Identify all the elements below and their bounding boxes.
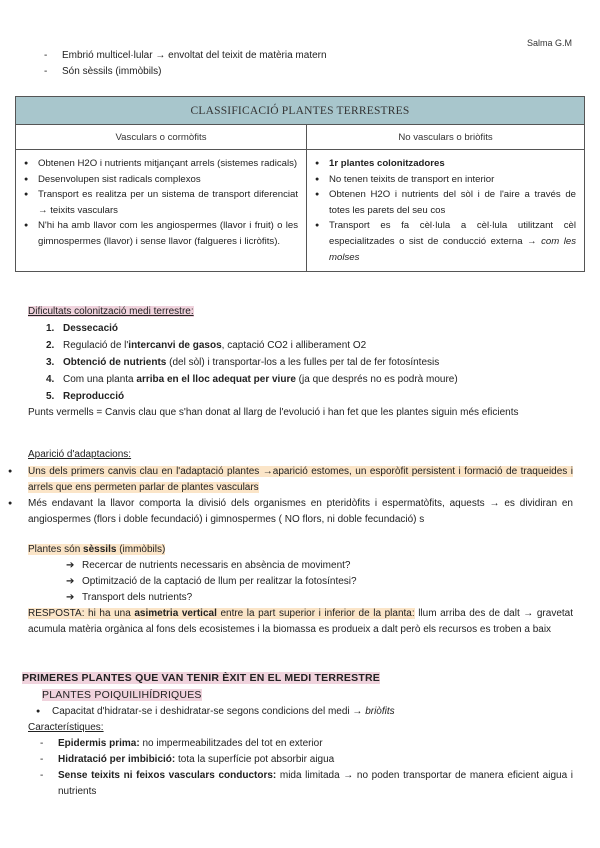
item-number: 4. <box>46 374 55 385</box>
question-text: Transport dels nutrients? <box>82 592 193 603</box>
list-item: ➔ Transport dels nutrients? <box>66 592 193 603</box>
item-number: 2. <box>46 340 55 351</box>
text: (del sòl) i transportar-los a les fulles per tal de fer fotosíntesis <box>166 357 440 368</box>
text: (ja que després no es podrà moure) <box>295 374 458 385</box>
characteristics-heading: Característiques: <box>28 722 104 733</box>
bold-text: Obtenció de nutrients <box>63 357 167 368</box>
text: Capacitat d'hidratar-se i deshidratar-se segons condicions del medi → <box>52 706 366 717</box>
list-item: ● Desenvolupen sist radicals complexos <box>22 172 298 188</box>
characteristics-list <box>22 736 573 800</box>
text: no impermeabilitzades del tot en exterior <box>139 738 323 749</box>
vascular-cell <box>16 150 307 272</box>
list-item: - Són sèssils (immòbils) <box>44 66 162 77</box>
list-item <box>46 320 573 337</box>
bold-text: Reproducció <box>63 391 125 402</box>
list-item: ● Més endavant la llavor comporta la divisió dels organismes en pteridòfits i espermatòfits, aquests → es dividiran en angiospermes (flors i doble fecundació) i gimnospermes ( NO flors, ni doble fecundació) s <box>8 498 573 525</box>
item-number: 3. <box>46 357 55 368</box>
italic-text: com les molses <box>329 235 576 263</box>
nonvascular-cell <box>307 150 585 272</box>
author-name: Salma G.M <box>526 38 572 48</box>
italic-text: briòfits <box>365 706 395 717</box>
list-item <box>46 371 573 388</box>
list-item: - Hidratació per imbibició: tota la superfície pot absorbir aigua <box>40 754 335 765</box>
sessile-section <box>28 542 573 638</box>
text: , captació CO2 i alliberament O2 <box>221 340 367 351</box>
difficulties-heading: Dificultats colonització medi terrestre: <box>28 306 194 317</box>
column-header-nonvascular: No vasculars o briòfits <box>307 125 585 150</box>
questions-list <box>28 558 573 606</box>
list-item: ➔ Recercar de nutrients necessaris en absència de moviment? <box>66 560 351 571</box>
bold-text: intercanvi de gasos <box>128 340 222 351</box>
question-text: Optimització de la captació de llum per realitzar la fotosíntesi? <box>82 576 357 587</box>
answer-highlight: RESPOSTA: hi ha una asimetria vertical entre la part superior i inferior de la planta: <box>28 608 415 619</box>
bold-text: Dessecació <box>63 323 119 334</box>
list-item: ● Transport es realitza per un sistema de transport diferenciat → teixits vasculars <box>22 187 298 218</box>
list-item <box>46 388 573 405</box>
intro-text: Són sèssils (immòbils) <box>62 66 162 77</box>
intro-text: Embrió multicel·lular → envoltat del teixit de matèria matern <box>62 50 327 61</box>
text: mida limitada → no poden transportar de manera eficient aigua i nutrients <box>58 770 573 797</box>
list-item: ● Obtenen H2O i nutrients mitjançant arrels (sistemes radicals) <box>22 156 298 172</box>
column-header-vascular: Vasculars o cormòfits <box>16 125 307 150</box>
table-title: CLASSIFICACIÓ PLANTES TERRESTRES <box>16 97 585 125</box>
text: Regulació de l' <box>63 340 129 351</box>
adaptations-heading: Aparició d'adaptacions: <box>28 449 132 460</box>
list-item: ● Uns dels primers canvis clau en l'adaptació plantes →aparició estomes, un esporòfit persistent i formació de traqueides i arrels que ens permeten parlar de plantes vasculars <box>8 466 573 493</box>
bold-text: Sense teixits ni feixos vasculars conductors: <box>58 770 277 781</box>
list-item: ● Capacitat d'hidratar-se i deshidratar-se segons condicions del medi → briòfits <box>36 706 395 717</box>
intro-list <box>44 48 564 80</box>
text: Transport es fa cèl·lula a cèl·lula utilitzant cèl especialitzades o sist de conducció externa → <box>329 220 576 247</box>
list-item: - Sense teixits ni feixos vasculars conductors: mida limitada → no poden transportar de manera eficient aigua i nutrients <box>40 770 573 797</box>
answer-paragraph <box>28 606 573 638</box>
adaptation-text: Més endavant la llavor comporta la divisió dels organismes en pteridòfits i espermatòfits, aquests → es dividiran en angiospermes (flors i doble fecundació) i gimnospermes ( NO flors, ni doble fecundació) s <box>28 498 573 525</box>
item-number: 5. <box>46 391 55 402</box>
list-item: - Embrió multicel·lular → envoltat del teixit de matèria matern <box>44 50 327 61</box>
bold-text: arriba en el lloc adequat per viure <box>136 374 296 385</box>
difficulties-section <box>28 304 573 421</box>
sessile-heading: Plantes són sèssils (immòbils) <box>28 544 166 555</box>
bold-text: Epidermis prima: <box>58 738 140 749</box>
text: Com una planta <box>63 374 137 385</box>
list-item: - Epidermis prima: no impermeabilitzades del tot en exterior <box>40 738 323 749</box>
list-item: ● No tenen teixits de transport en interior <box>313 172 576 188</box>
list-item: ● N'hi ha amb llavor com les angiospermes (llavor i fruit) o les gimnospermes (llavor) i sense llavor (falgueres i licròfits). <box>22 218 298 249</box>
adaptation-text: Uns dels primers canvis clau en l'adaptació plantes →aparició estomes, un esporòfit persistent i formació de traqueides i arrels que ens permeten parlar de plantes vasculars <box>28 466 573 493</box>
item-number: 1. <box>46 323 55 334</box>
first-plants-section <box>22 670 573 800</box>
list-item: ● Obtenen H2O i nutrients del sòl i de l'aire a través de totes les parets del seu cos <box>313 187 576 218</box>
list-item <box>313 156 576 172</box>
list-item <box>313 218 576 265</box>
list-item: ➔ Optimització de la captació de llum per realitzar la fotosíntesi? <box>66 576 357 587</box>
section-title: PRIMERES PLANTES QUE VAN TENIR ÈXIT EN EL MEDI TERRESTRE <box>22 672 380 684</box>
bold-text: Hidratació per imbibició: <box>58 754 176 765</box>
difficulties-list <box>46 320 573 405</box>
list-item <box>46 354 573 371</box>
text: tota la superfície pot absorbir aigua <box>175 754 335 765</box>
bold-text: 1r plantes colonitzadores <box>329 158 445 169</box>
question-text: Recercar de nutrients necessaris en absència de moviment? <box>82 560 351 571</box>
list-item <box>46 337 573 354</box>
classification-table <box>15 96 585 272</box>
answer-text: llum arriba des de dalt → gravetat acumula matèria orgànica al fons dels ecosistemes i la biomassa es produeix a dalt però els recursos es troben a baix <box>28 608 574 635</box>
section-subtitle: PLANTES POIQUILIHÍDRIQUES <box>42 689 202 701</box>
adaptations-section <box>8 447 573 528</box>
difficulties-note: Punts vermells = Canvis clau que s'han donat al llarg de l'evolució i han fet que les plantes siguin més eficients <box>28 407 519 418</box>
